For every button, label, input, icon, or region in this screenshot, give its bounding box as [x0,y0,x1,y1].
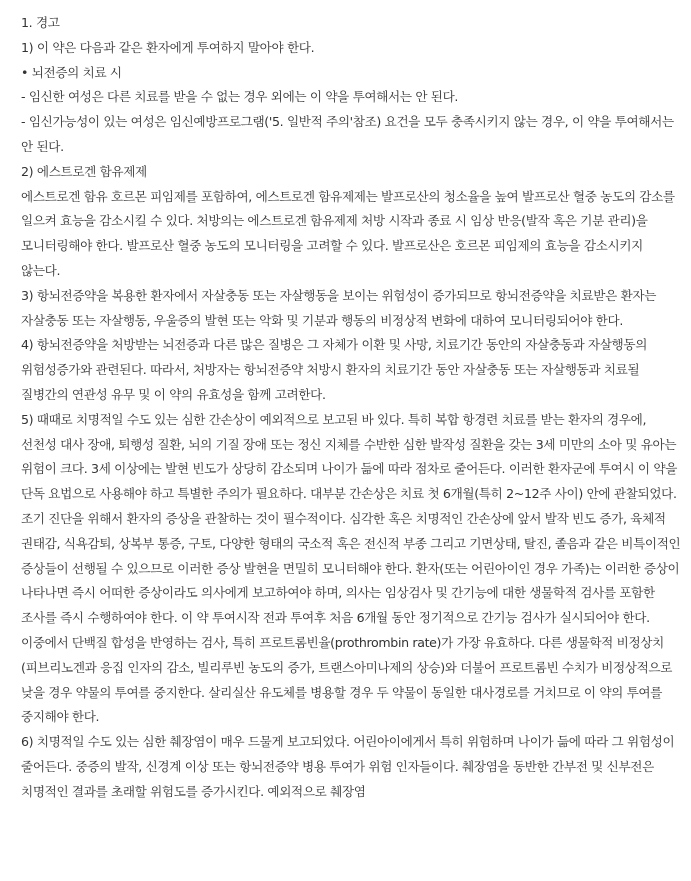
item-2-heading-estrogen: 2) 에스트로겐 함유제제 [21,163,147,179]
item-3-suicidality: 3) 항뇌전증약을 복용한 환자에서 자살충동 또는 자살행동을 보이는 위험성이 증가되므로 항뇌전증약을 치료받은 환자는 자살충동 또는 자살행동, 우울증의 발현 또는 악화 및 기분과 행동의 비정상적 변화에 대하여 모니터링되어야 한다. [21,287,657,328]
item-6-pancreatitis: 6) 치명적일 수도 있는 심한 췌장염이 매우 드물게 보고되었다. 어린아이에게서 특히 위험하며 나이가 듦에 따라 그 위험성이 줄어든다. 중증의 발작, 신경계 이상 또는 항뇌전증약 병용 투여가 위험 인자들이다. 췌장염을 동반한 간부전 및 신부전은 치명적인 결과를 초래할 위험도를 증가시킨다. 예외적으로 췌장염 [21,734,675,799]
paragraph-estrogen: 에스트로겐 함유 호르몬 피임제를 포함하여, 에스트로겐 함유제제는 발프로산의 청소율을 높여 발프로산 혈중 농도의 감소를 일으켜 효능을 감소시킬 수 있다. 처방의는 에스트로겐 함유제제 처방 시작과 종료 시 임상 반응(발작 혹은 기분 관리)을 모니터링해야 한다. 발프로산 혈중 농도의 모니터링을 고려할 수 있다. 발프로산은 호르몬 피임제의 효능을 감소시키지 않는다. [21,188,675,278]
item-1-contraindication: 1) 이 약은 다음과 같은 환자에게 투여하지 말아야 한다. [21,39,315,55]
item-5-liver-damage: 5) 때때로 치명적일 수도 있는 심한 간손상이 예외적으로 보고된 바 있다. 특히 복합 항경련 치료를 받는 환자의 경우에, 선천성 대사 장애, 퇴행성 질환, 뇌의 기질 장애 또는 정신 지체를 수반한 심한 발작성 질환을 갖는 3세 미만의 소아 및 유아는 위험이 크다. 3세 이상에는 발현 빈도가 상당히 감소되며 나이가 듦에 따라 점차로 줄어든다. 이러한 환자군에 투여시 이 약을 단독 요법으로 사용해야 하고 특별한 주의가 필요하다. 대부분 간손상은 치료 첫 6개월(특히 2~12주 사이) 안에 관찰되었다. 조기 진단을 위해서 환자의 증상을 관찰하는 것이 필수적이다. 심각한 혹은 치명적인 간손상에 앞서 발작 빈도 증가, 육체적 권태감, 식욕감퇴, 상복부 통증, 구토, 다양한 형태의 국소적 혹은 전신적 부종 그리고 기면상태, 탈진, 졸음과 같은 비특이적인 증상들이 선행될 수 있으므로 이러한 증상 발현을 면밀히 모니터해야 한다. 환자(또는 어린아이인 경우 가족)는 이러한 증상이 나타나면 즉시 어떠한 증상이라도 의사에게 보고하여야 하며, 의사는 임상검사 및 간기능에 대한 생물학적 검사를 포함한 조사를 즉시 수행하여야 한다. 이 약 투여시작 전과 투여후 처음 6개월 동안 정기적으로 간기능 검사가 실시되어야 한다. 이중에서 단백질 합성을 반영하는 검사, 특히 프로트롬빈율(prothrombin rate)가 가장 유효하다. 다른 생물학적 비정상치(피브리노겐과 응집 인자의 감소, 빌리루빈 농도의 증가, 트랜스아미나제의 상승)와 더불어 프로트롬빈 수치가 비정상적으로 낮을 경우 약물의 투여를 중지한다. 살리실산 유도체를 병용할 경우 두 약물이 동일한 대사경로를 거치므로 이 약의 투여를 중지해야 한다. [21,411,681,725]
bullet-epilepsy-treatment: • 뇌전증의 치료 시 [21,64,122,80]
section-heading-warning: 1. 경고 [21,15,60,30]
item-4-suicide-risk: 4) 항뇌전증약을 처방받는 뇌전증과 다른 많은 질병은 그 자체가 이환 및 사망, 치료기간 동안의 자살충동과 자살행동의 위험성증가와 관련된다. 따라서, 처방자는 항뇌전증약 처방시 환자의 치료기간 동안 자살충동 또는 자살행동과 치료될 질병간의 연관성 유무 및 이 약의 유효성을 함께 고려한다. [21,337,648,402]
dash-women-of-childbearing-potential: - 임신가능성이 있는 여성은 임신예방프로그램('5. 일반적 주의'참조) 요건을 모두 충족시키지 않는 경우, 이 약을 투여해서는 안 된다. [21,114,674,154]
dash-pregnant-women: - 임신한 여성은 다른 치료를 받을 수 없는 경우 외에는 이 약을 투여해서는 안 된다. [21,89,459,105]
